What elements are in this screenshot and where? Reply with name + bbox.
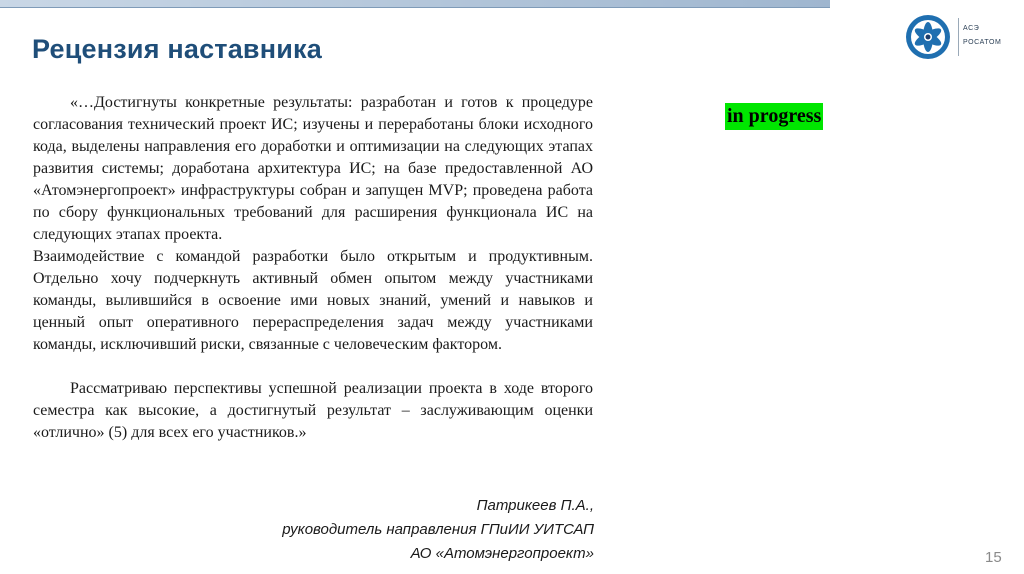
top-accent-line bbox=[0, 7, 830, 8]
reviewer-signature bbox=[282, 494, 594, 566]
atom-logo-icon bbox=[903, 12, 953, 62]
page-number: 15 bbox=[985, 549, 1002, 566]
review-paragraph-2: Взаимодействие с командой разработки было открытым и продуктивным. Отдельно хочу подчеркнуть активный обмен опытом между участниками команды, вылившийся в освоение ими новых знаний, умений и навыков и ценный опыт оперативного перераспределения задач между участниками команды, исключивший риски, связанные с человеческим фактором. bbox=[33, 248, 593, 353]
slide-title: Рецензия наставника bbox=[32, 34, 322, 64]
logo-text-rosatom: РОСАТОМ bbox=[963, 39, 1002, 46]
reviewer-organization: АО «Атомэнергопроект» bbox=[410, 545, 594, 562]
reviewer-name: Патрикеев П.А., bbox=[476, 497, 594, 514]
reviewer-position: руководитель направления ГПиИИ УИТСАП bbox=[282, 521, 594, 538]
review-text bbox=[33, 92, 593, 444]
top-accent-bar bbox=[0, 0, 830, 7]
review-paragraph-1: «…Достигнуты конкретные результаты: разработан и готов к процедуре согласования технический проект ИС; изучены и переработаны блоки исходного кода, выделены направления его доработки и оптимизации на следующих этапах развития системы; доработана архитектура ИС; на базе предоставленной АО «Атомэнергопроект» инфраструктуры собран и запущен MVP; проведена работа по сбору функциональных требований для расширения функционала ИС на следующих этапах проекта. bbox=[33, 94, 593, 243]
logo-divider bbox=[958, 18, 959, 56]
status-badge: in progress bbox=[725, 103, 823, 130]
rosatom-logo bbox=[903, 12, 1013, 62]
logo-text-ase: АСЭ bbox=[963, 25, 980, 32]
review-paragraph-3: Рассматриваю перспективы успешной реализации проекта в ходе второго семестра как высокие, а достигнутый результат – заслуживающим оценки «отлично» (5) для всех его участников.» bbox=[33, 380, 593, 441]
